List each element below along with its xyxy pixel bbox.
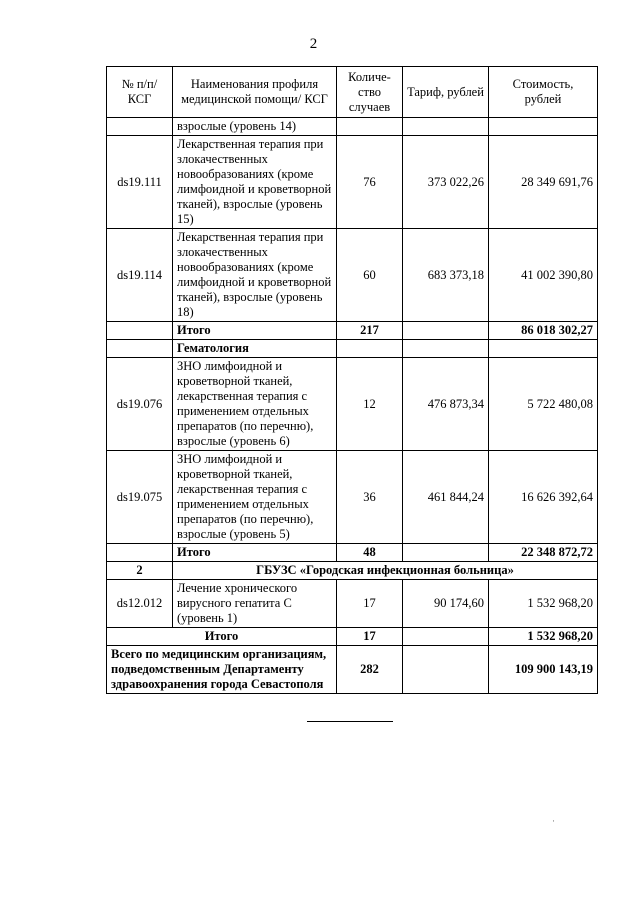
- case-count: 76: [337, 136, 403, 229]
- scan-speck: ·: [552, 816, 555, 826]
- subtotal-label: Итого: [173, 544, 337, 562]
- tariff-value: 683 373,18: [403, 229, 489, 322]
- tariff-value: 461 844,24: [403, 451, 489, 544]
- profile-name: Лечение хронического вирусного гепатита С (уровень 1): [173, 580, 337, 628]
- cost-value: 16 626 392,64: [489, 451, 598, 544]
- subtotal-qty: 17: [337, 628, 403, 646]
- case-count: 60: [337, 229, 403, 322]
- profile-name: ЗНО лимфоидной и кроветворной тканей, лекарственная терапия с применением отдельных препаратов (по перечню), взрослые (уровень 5): [173, 451, 337, 544]
- subtotal-cost: 1 532 968,20: [489, 628, 598, 646]
- table-header-row: [107, 67, 598, 118]
- subtotal-cost: 86 018 302,27: [489, 322, 598, 340]
- subtotal-qty: 48: [337, 544, 403, 562]
- ksg-code: ds19.075: [107, 451, 173, 544]
- ksg-code: ds19.114: [107, 229, 173, 322]
- page-number: 2: [309, 36, 318, 52]
- organization-number: 2: [107, 562, 173, 580]
- table-row: [107, 580, 598, 628]
- end-separator-line: [307, 721, 393, 722]
- organization-name: ГБУЗС «Городская инфекционная больница»: [173, 562, 598, 580]
- table-row: [107, 451, 598, 544]
- tariff-value: 90 174,60: [403, 580, 489, 628]
- cost-value: 41 002 390,80: [489, 229, 598, 322]
- case-count: 17: [337, 580, 403, 628]
- table-row: [107, 358, 598, 451]
- header-qty: Количе-ство случаев: [337, 67, 403, 118]
- tariff-table: [106, 66, 598, 694]
- ksg-code: ds12.012: [107, 580, 173, 628]
- continued-text: взрослые (уровень 14): [173, 118, 337, 136]
- subtotal-cost: 22 348 872,72: [489, 544, 598, 562]
- case-count: 36: [337, 451, 403, 544]
- subtotal-label: Итого: [173, 322, 337, 340]
- table-row: [107, 118, 598, 136]
- grand-total-cost: 109 900 143,19: [489, 646, 598, 694]
- subtotal-row: [107, 628, 598, 646]
- table-row: [107, 136, 598, 229]
- ksg-code: ds19.076: [107, 358, 173, 451]
- section-row: [107, 340, 598, 358]
- subtotal-row: [107, 322, 598, 340]
- table-row: [107, 229, 598, 322]
- header-name: Наименования профиля медицинской помощи/ КСГ: [173, 67, 337, 118]
- cost-value: 1 532 968,20: [489, 580, 598, 628]
- grand-total-row: [107, 646, 598, 694]
- tariff-value: 373 022,26: [403, 136, 489, 229]
- subtotal-qty: 217: [337, 322, 403, 340]
- grand-total-qty: 282: [337, 646, 403, 694]
- tariff-value: 476 873,34: [403, 358, 489, 451]
- profile-name: Лекарственная терапия при злокачественных новообразованиях (кроме лимфоидной и кроветворной тканей), взрослые (уровень 18): [173, 229, 337, 322]
- subtotal-row: [107, 544, 598, 562]
- cost-value: 28 349 691,76: [489, 136, 598, 229]
- header-cost: Стоимость, рублей: [489, 67, 598, 118]
- grand-total-label: Всего по медицинским организациям, подведомственным Департаменту здравоохранения города Севастополя: [107, 646, 337, 694]
- subtotal-label: Итого: [107, 628, 337, 646]
- organization-row: [107, 562, 598, 580]
- profile-name: Лекарственная терапия при злокачественных новообразованиях (кроме лимфоидной и кроветворной тканей), взрослые (уровень 15): [173, 136, 337, 229]
- header-tariff: Тариф, рублей: [403, 67, 489, 118]
- profile-name: ЗНО лимфоидной и кроветворной тканей, лекарственная терапия с применением отдельных препаратов (по перечню), взрослые (уровень 6): [173, 358, 337, 451]
- section-title: Гематология: [173, 340, 337, 358]
- ksg-code: ds19.111: [107, 136, 173, 229]
- header-num: № п/п/ КСГ: [107, 67, 173, 118]
- case-count: 12: [337, 358, 403, 451]
- cost-value: 5 722 480,08: [489, 358, 598, 451]
